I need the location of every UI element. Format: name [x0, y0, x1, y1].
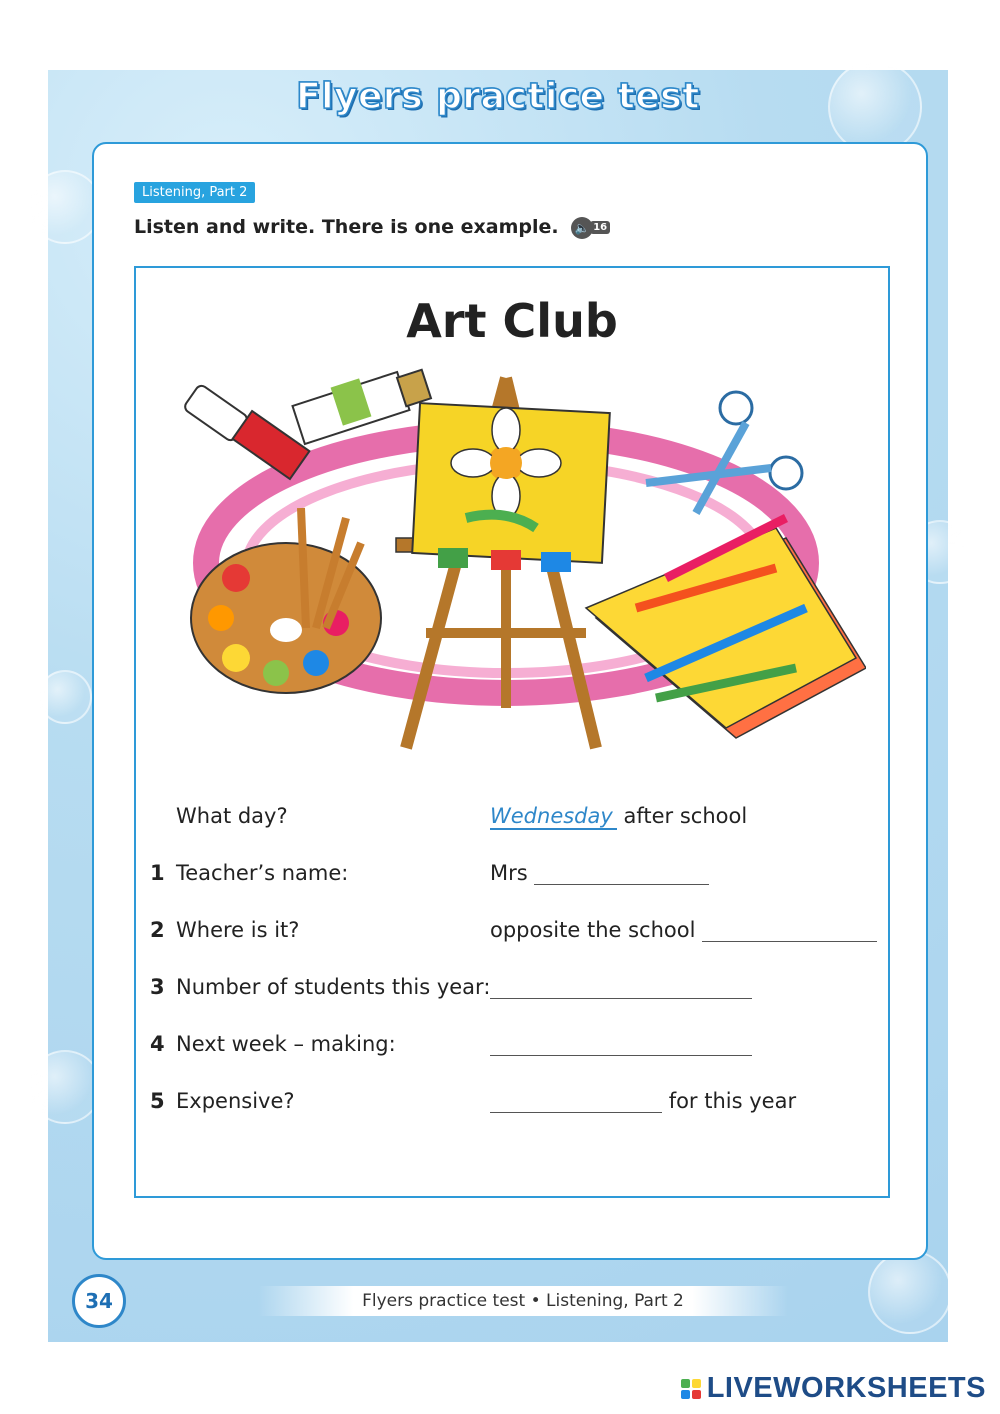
answer-suffix: after school: [623, 804, 748, 828]
bubble-decoration: [38, 670, 92, 724]
answer-blank[interactable]: [534, 864, 709, 885]
worksheet-page: [48, 70, 948, 1342]
answer-blank[interactable]: [490, 1035, 752, 1056]
paint-tube-icon: [183, 384, 310, 479]
example-row: [150, 804, 870, 838]
question-text: Next week – making:: [176, 1032, 396, 1056]
answer-area: [490, 1032, 752, 1056]
bubble-decoration: [28, 1050, 102, 1124]
brand-logo: [681, 1372, 986, 1405]
question-text: What day?: [176, 804, 288, 828]
question-text: Expensive?: [176, 1089, 295, 1113]
audio-track-number: 16: [590, 221, 610, 234]
question-row: [150, 1032, 870, 1066]
question-row: [150, 861, 870, 895]
speaker-icon[interactable]: [571, 217, 610, 239]
answer-area: [490, 1089, 796, 1113]
speaker-symbol: 🔈: [571, 217, 593, 239]
bubble-decoration: [868, 1250, 952, 1334]
answer-area: [490, 975, 752, 999]
footer-text: Flyers practice test • Listening, Part 2: [258, 1286, 788, 1316]
question-row: [150, 918, 870, 952]
question-number: 2: [150, 918, 165, 942]
liveworksheets-logo-icon: [681, 1379, 701, 1399]
bubble-decoration: [28, 170, 102, 244]
page-title: Flyers practice test: [296, 76, 700, 117]
brand-text: LIVEWORKSHEETS: [706, 1372, 986, 1404]
art-club-frame: [134, 266, 890, 1198]
art-supplies-illustration: [176, 368, 866, 758]
instruction-line: [134, 216, 610, 239]
answer-area: [490, 804, 747, 828]
question-number: 5: [150, 1089, 165, 1113]
answer-area: [490, 918, 877, 942]
question-text: Number of students this year:: [176, 975, 491, 999]
answer-prefix: opposite the school: [490, 918, 696, 942]
example-answer: Wednesday: [490, 804, 617, 830]
answer-area: [490, 861, 709, 885]
answer-blank[interactable]: [490, 978, 752, 999]
question-number: 4: [150, 1032, 165, 1056]
question-text: Teacher’s name:: [176, 861, 349, 885]
answer-blank[interactable]: [702, 921, 877, 942]
question-row: [150, 1089, 870, 1123]
section-badge: Listening, Part 2: [134, 182, 255, 203]
instruction-text: Listen and write. There is one example.: [134, 216, 559, 238]
answer-prefix: Mrs: [490, 861, 528, 885]
worksheet-title: Art Club: [406, 294, 618, 348]
question-row: [150, 975, 870, 1009]
question-text: Where is it?: [176, 918, 300, 942]
question-number: 3: [150, 975, 165, 999]
exercise-card: [92, 142, 928, 1260]
paper-and-pencils-icon: [586, 518, 866, 738]
answer-blank[interactable]: [490, 1092, 662, 1113]
question-number: 1: [150, 861, 165, 885]
answer-suffix: for this year: [668, 1089, 797, 1113]
page-number: 34: [72, 1274, 126, 1328]
